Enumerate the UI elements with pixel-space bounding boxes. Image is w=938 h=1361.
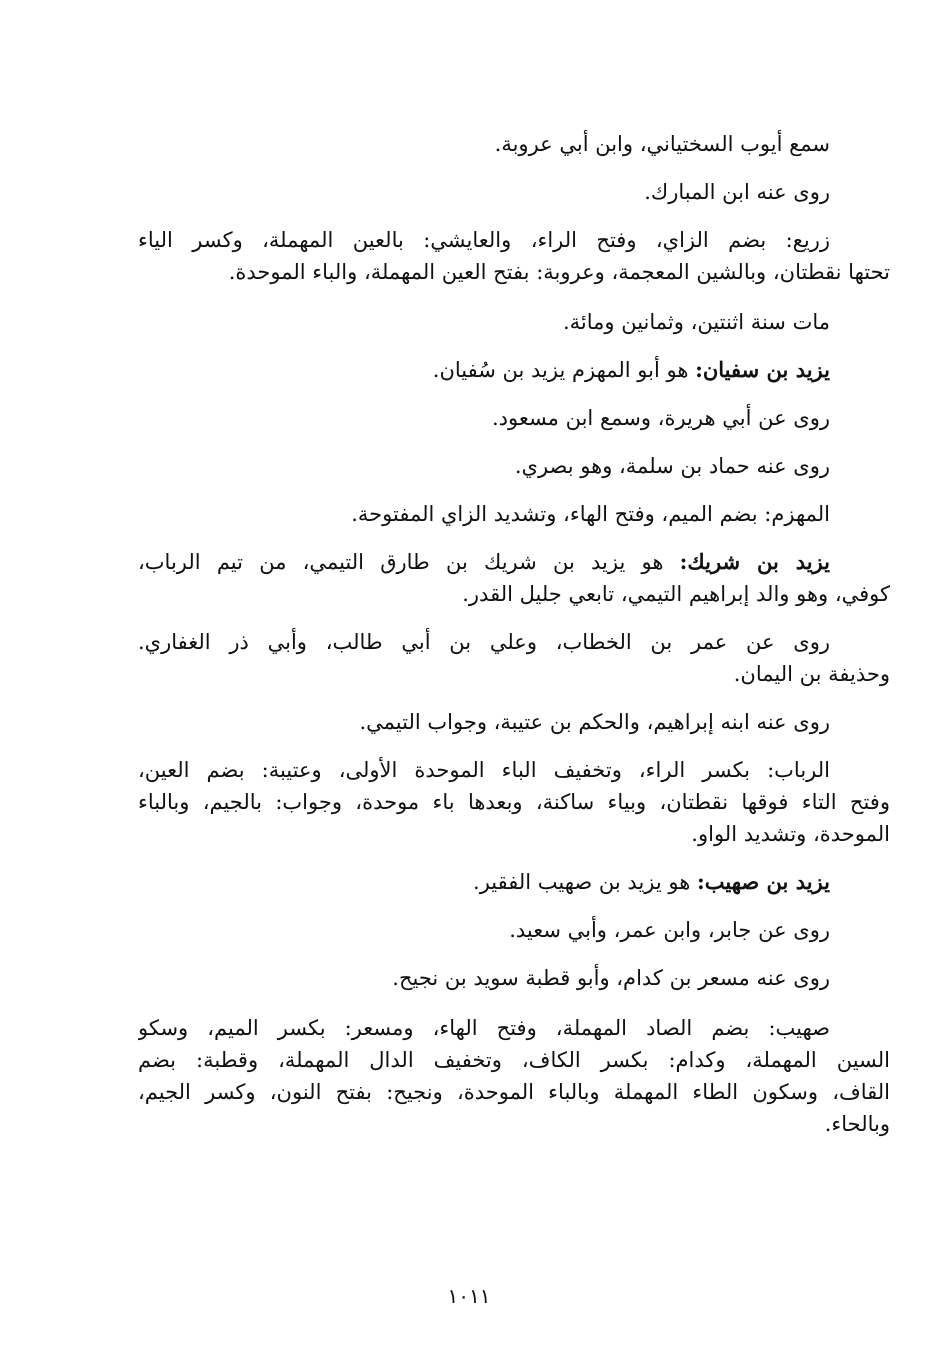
entry-text: هو أبو المهزم يزيد بن سُفيان. (432, 358, 696, 382)
text-line: روى عن جابر، وابن عمر، وأبي سعيد. (509, 918, 830, 942)
text-line: صهيب: بضم الصاد المهملة، وفتح الهاء، ومسعر: بكسر الميم، وسكو (138, 1016, 830, 1040)
text-line: روى عنه ابنه إبراهيم، والحكم بن عتيبة، وجواب التيمي. (359, 710, 830, 734)
text-line: تحتها نقطتان، وبالشين المعجمة، وعروبة: بفتح العين المهملة، والباء الموحدة. (228, 260, 890, 284)
text-line: مات سنة اثنتين، وثمانين ومائة. (562, 310, 830, 334)
page-number: ١٠١١ (447, 1284, 491, 1308)
text-line: روى عن عمر بن الخطاب، وعلي بن أبي طالب، وأبي ذر الغفاري. (138, 630, 830, 654)
text-line: القاف، وسكون الطاء المهملة وبالباء الموحدة، ونجيح: بفتح النون، وكسر الجيم، (138, 1080, 890, 1104)
entry-line (138, 866, 830, 898)
text-line: الموحدة، وتشديد الواو. (691, 822, 890, 846)
text-line: روى عن أبي هريرة، وسمع ابن مسعود. (491, 406, 830, 430)
text-line: وبالحاء. (824, 1112, 890, 1136)
entry-text: هو يزيد بن صهيب الفقير. (473, 870, 698, 894)
entry-heading: يزيد بن شريك: (679, 549, 830, 574)
entry-heading: يزيد بن سفيان: (695, 357, 830, 382)
text-line: روى عنه مسعر بن كدام، وأبو قطبة سويد بن نجيح. (392, 966, 830, 990)
entry-line (138, 354, 830, 386)
text-line: زريع: بضم الزاي، وفتح الراء، والعايشي: بالعين المهملة، وكسر الياء (138, 228, 830, 252)
text-line: كوفي، وهو والد إبراهيم التيمي، تابعي جليل القدر. (462, 582, 890, 606)
entry-text: هو يزيد بن شريك بن طارق التيمي، من تيم الرباب، (138, 550, 680, 574)
text-line: وحذيفة بن اليمان. (733, 662, 890, 686)
text-line: روى عنه حماد بن سلمة، وهو بصري. (514, 454, 830, 478)
text-line: السين المهملة، وكدام: بكسر الكاف، وتخفيف الدال المهملة، وقطبة: بضم (138, 1048, 890, 1072)
text-line: وفتح التاء فوقها نقطتان، وبياء ساكنة، وبعدها باء موحدة، وجواب: بالجيم، وبالباء (138, 790, 890, 814)
text-line: روى عنه ابن المبارك. (644, 180, 830, 204)
entry-heading: يزيد بن صهيب: (697, 869, 830, 894)
text-line: الرباب: بكسر الراء، وتخفيف الباء الموحدة الأولى، وعتيبة: بضم العين، (138, 758, 830, 782)
text-line: سمع أيوب السختياني، وابن أبي عروبة. (494, 132, 830, 156)
page-body (138, 128, 890, 1140)
entry-line (138, 546, 830, 578)
text-line: المهزم: بضم الميم، وفتح الهاء، وتشديد الزاي المفتوحة. (351, 502, 830, 526)
